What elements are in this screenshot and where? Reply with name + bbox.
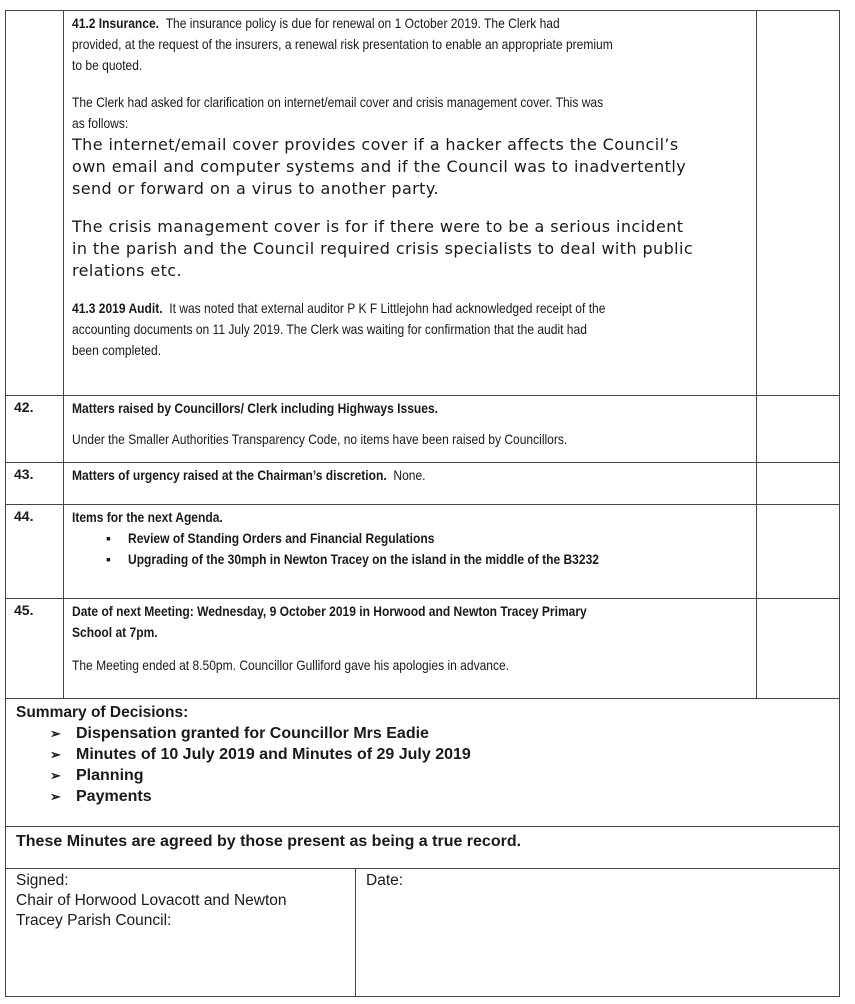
next-meeting-heading-line-2: School at 7pm. xyxy=(72,624,158,640)
item-44-content xyxy=(64,505,756,574)
signature-cell xyxy=(6,869,356,996)
action-column xyxy=(756,599,839,698)
item-42-text: Under the Smaller Authorities Transparency Code, no items have been raised by Councillors. xyxy=(72,431,568,447)
date-label: Date: xyxy=(366,872,404,889)
item-42-row xyxy=(5,396,840,463)
list-item: ➢ Minutes of 10 July 2019 and Minutes of 29 July 2019 xyxy=(76,744,829,765)
agreed-statement: These Minutes are agreed by those present as being a true record. xyxy=(16,833,522,850)
item-41-content xyxy=(64,11,756,365)
item-41-row xyxy=(5,10,840,396)
item-number: 45. xyxy=(6,599,64,698)
summary-row xyxy=(5,699,840,827)
internet-cover-line-2: own email and computer systems and if the Council was to inadvertently xyxy=(72,157,687,176)
chair-title-line-2: Tracey Parish Council: xyxy=(16,912,172,929)
next-meeting-heading-line-1: Date of next Meeting: Wednesday, 9 October 2019 in Horwood and Newton Tracey Primary xyxy=(72,603,587,619)
item-43-text: None. xyxy=(393,467,426,483)
insurance-heading: 41.2 Insurance. xyxy=(72,15,160,31)
item-number-cell xyxy=(6,11,64,395)
agenda-items-list xyxy=(72,528,748,570)
list-item: ▪ Upgrading of the 30mph in Newton Tracey on the island in the middle of the B3232 xyxy=(128,549,748,570)
minutes-document xyxy=(5,10,840,997)
item-number: 43. xyxy=(6,463,64,504)
item-43-heading: Matters of urgency raised at the Chairman’s discretion. xyxy=(72,467,387,483)
crisis-cover-line-3: relations etc. xyxy=(72,261,182,280)
chair-title-line-1: Chair of Horwood Lovacott and Newton xyxy=(16,892,287,909)
clarification-line-1: The Clerk had asked for clarification on internet/email cover and crisis management cover. This was xyxy=(72,94,604,110)
action-column xyxy=(756,396,839,462)
action-column xyxy=(756,505,839,598)
list-item: ➢ Payments xyxy=(76,786,829,807)
list-item: ▪ Review of Standing Orders and Financial Regulations xyxy=(128,528,748,549)
audit-heading: 41.3 2019 Audit. xyxy=(72,300,163,316)
insurance-text-line-1: The insurance policy is due for renewal on 1 October 2019. The Clerk had xyxy=(165,15,560,31)
summary-heading: Summary of Decisions: xyxy=(16,704,189,721)
item-45-row xyxy=(5,599,840,699)
internet-cover-line-3: send or forward on a virus to another party. xyxy=(72,179,439,198)
audit-text-line-2: accounting documents on 11 July 2019. The Clerk was waiting for confirmation that the audit had xyxy=(72,321,587,337)
meeting-ended-text: The Meeting ended at 8.50pm. Councillor Gulliford gave his apologies in advance. xyxy=(72,657,510,673)
action-column xyxy=(756,11,839,395)
audit-text-line-1: It was noted that external auditor P K F Littlejohn had acknowledged receipt of the xyxy=(169,300,606,316)
insurance-text-line-3: to be quoted. xyxy=(72,57,143,73)
audit-text-line-3: been completed. xyxy=(72,342,162,358)
internet-cover-line-1: The internet/email cover provides cover if a hacker affects the Council’s xyxy=(72,135,679,154)
date-cell xyxy=(356,869,839,996)
action-column xyxy=(756,463,839,504)
signed-label: Signed: xyxy=(16,872,69,889)
signature-row xyxy=(5,869,840,997)
item-number: 44. xyxy=(6,505,64,598)
insurance-text-line-2: provided, at the request of the insurers, a renewal risk presentation to enable an appropriate premium xyxy=(72,36,613,52)
clarification-line-2: as follows: xyxy=(72,115,129,131)
item-44-heading: Items for the next Agenda. xyxy=(72,509,223,525)
agreed-row xyxy=(5,827,840,869)
item-42-heading: Matters raised by Councillors/ Clerk including Highways Issues. xyxy=(72,400,438,416)
item-43-row xyxy=(5,463,840,505)
item-43-content xyxy=(64,463,756,490)
list-item: ➢ Dispensation granted for Councillor Mrs Eadie xyxy=(76,723,829,744)
item-44-row xyxy=(5,505,840,599)
list-item: ➢ Planning xyxy=(76,765,829,786)
item-number: 42. xyxy=(6,396,64,462)
crisis-cover-line-2: in the parish and the Council required crisis specialists to deal with public xyxy=(72,239,694,258)
crisis-cover-line-1: The crisis management cover is for if there were to be a serious incident xyxy=(72,217,684,236)
decisions-list xyxy=(16,723,829,807)
item-45-content xyxy=(64,599,756,680)
item-42-content xyxy=(64,396,756,454)
